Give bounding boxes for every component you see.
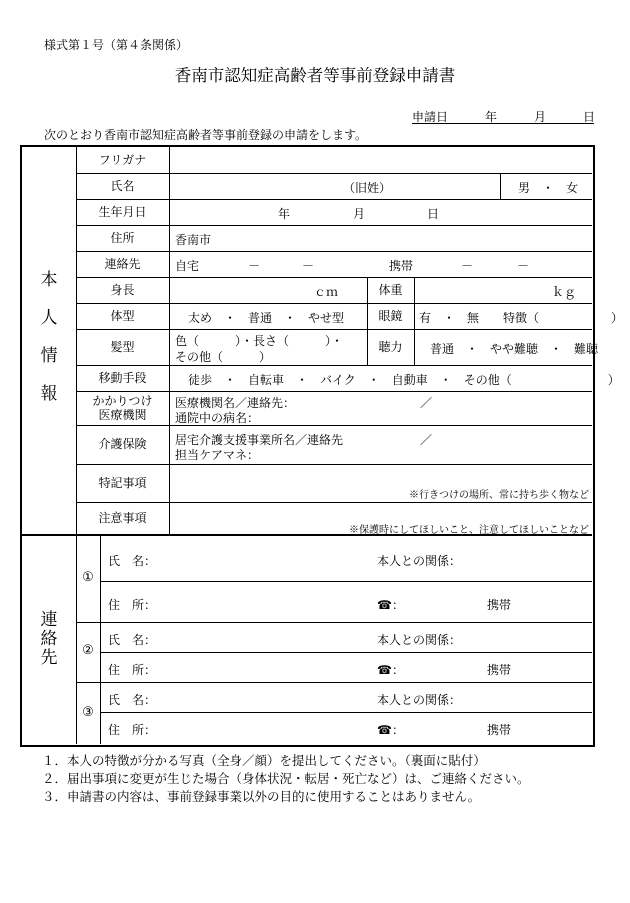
care-slash: ／ [420,433,433,447]
clinic-line-1: 医療機関名／連絡先： [175,396,296,410]
name-label: 氏名 [110,179,135,193]
glasses-label: 眼鏡 [378,309,403,323]
contact-1-address-label: 住 所： [108,598,157,612]
dob-day: 日 [427,207,440,221]
weight-label: 体重 [378,283,403,297]
footer-note-2: ２．届出事項に変更が生じた場合（身体状況・転居・死亡など）は、ご連絡ください。 [42,771,530,786]
footer-note-3: ３．申請書の内容は、事前登録事業以外の目的に使用することはありません。 [42,789,481,804]
contact-3-address-label: 住 所： [108,723,157,737]
hair-line-1: 色（ ）・長さ（ ）・ [175,334,344,348]
contact-1-relation-label: 本人との関係： [377,554,462,568]
dob-month: 月 [353,207,366,221]
mobile-label: 携帯 [389,259,414,273]
footer-note-1: １．本人の特徴が分かる写真（全身／顔）を提出してください。（裏面に貼付） [42,753,486,768]
application-date[interactable] [412,108,594,124]
page-title: 香南市認知症高齢者等事前登録申請書 [174,66,456,85]
old-name-text: （旧姓） [343,181,392,195]
registration-table [20,145,624,747]
clinic-slash: ／ [420,396,433,410]
contact-3-number: ③ [82,705,94,720]
mobile-dash-2: － [517,259,530,273]
contact-1-name-label: 氏 名： [108,554,157,568]
body-type-options[interactable]: 太め ・ 普通 ・ やせ型 [188,311,345,325]
form-id: 様式第１号（第４条関係） [44,38,189,52]
dob-year: 年 [278,207,291,221]
contact-2-mobile-label: 携帯 [487,663,512,677]
contact-1-mobile-label: 携帯 [487,598,512,612]
contact-3-mobile-label: 携帯 [487,723,512,737]
clinic-label: かかりつけ 医療機関 [92,394,153,422]
hair-label: 髪型 [110,340,135,354]
caution-label: 注意事項 [98,511,147,525]
intro-text: 次のとおり香南市認知症高齢者等事前登録の申請をします。 [44,128,368,142]
care-line-1: 居宅介護支援事業所名／連絡先 [175,433,344,447]
contact-3-phone-label: ☎： [377,723,404,737]
address-value: 香南市 [175,233,212,247]
contact-3-relation-label: 本人との関係： [377,693,462,707]
care-label: 介護保険 [98,437,147,451]
furigana-label: フリガナ [98,153,147,167]
contact-2-address-label: 住 所： [108,663,157,677]
app-date-day: 日 [583,110,596,124]
care-line-2: 担当ケアマネ： [175,448,260,462]
hair-line-2: その他（ ） [175,350,272,364]
contact-1-number: ① [82,570,94,585]
contact-2-relation-label: 本人との関係： [377,633,462,647]
hearing-label: 聴力 [378,340,403,354]
special-label: 特記事項 [98,476,147,490]
hearing-options[interactable]: 普通 ・ やや難聴 ・ 難聴 [430,342,599,356]
app-date-label: 申請日 [412,110,449,124]
contact-2-number: ② [82,643,94,658]
self-info-label: 本 人 情 報 [40,270,58,404]
contact-label: 連絡先 [104,257,141,271]
special-note: ※行きつけの場所、常に持ち歩く物など [409,490,589,501]
home-phone-label: 自宅 [175,259,200,273]
home-phone-dash-2: － [302,259,315,273]
body-type-label: 体型 [110,309,135,323]
height-unit: ｃｍ [314,285,339,299]
contact-2-phone-label: ☎： [377,663,404,677]
caution-note: ※保護時にしてほしいこと、注意してほしいことなど [349,525,589,536]
home-phone-dash-1: － [248,259,261,273]
height-label: 身長 [110,283,135,297]
transport-options[interactable]: 徒歩 ・ 自転車 ・ バイク ・ 自動車 ・ その他（ ） [188,373,620,387]
contact-2-name-label: 氏 名： [108,633,157,647]
glasses-options[interactable]: 有 ・ 無 特徴（ ） [419,311,624,325]
clinic-line-2: 通院中の病名： [175,411,260,425]
address-label: 住所 [110,231,135,245]
transport-label: 移動手段 [98,371,147,385]
contact-1-phone-label: ☎： [377,598,404,612]
app-date-month: 月 [534,110,547,124]
weight-unit: ｋｇ [552,285,577,299]
mobile-dash-1: － [461,259,474,273]
contacts-label: 連 絡 先 [40,610,58,668]
contact-3-name-label: 氏 名： [108,693,157,707]
dob-label: 生年月日 [98,205,147,219]
app-date-year: 年 [485,110,498,124]
gender-options[interactable]: 男 ・ 女 [518,181,579,195]
